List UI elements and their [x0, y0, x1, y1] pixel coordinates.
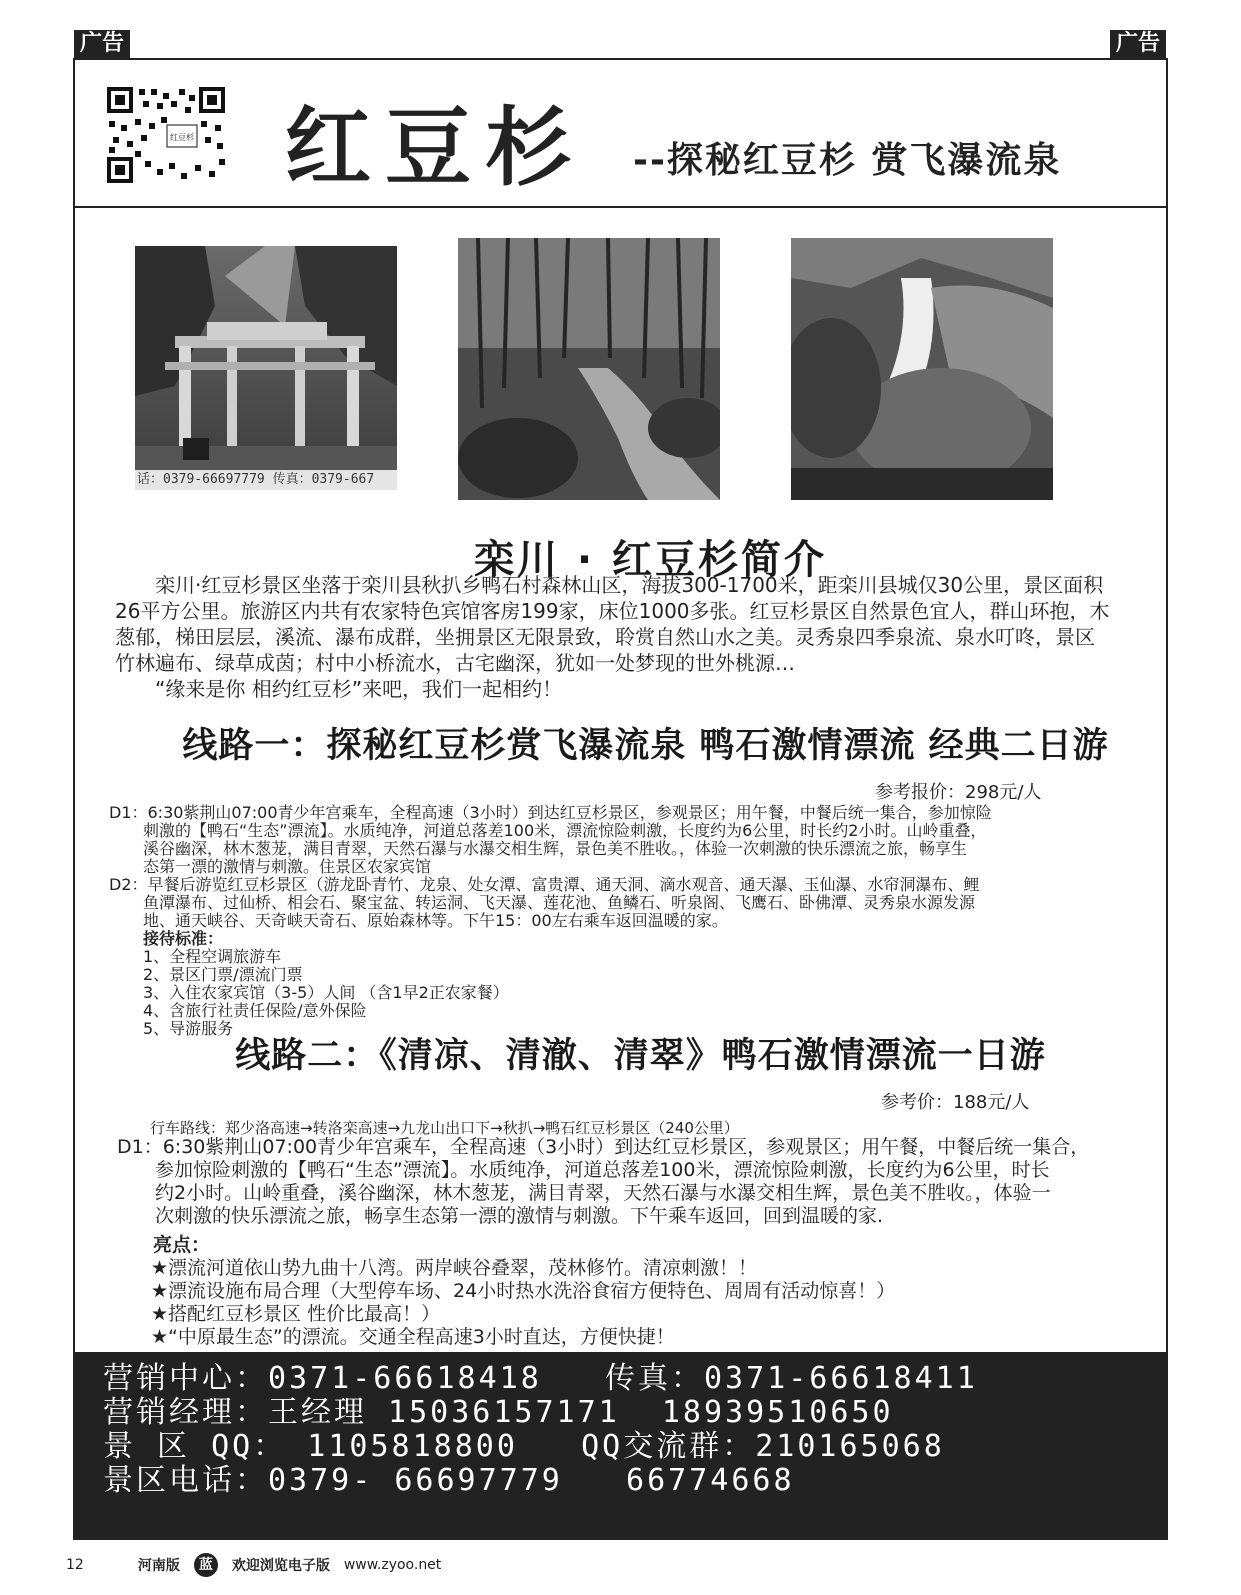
intro-line: 竹林遍布、绿草成茵；村中小桥流水，古宅幽深，犹如一处梦现的世外桃源…: [115, 651, 795, 675]
route1-title: 线路一：探秘红豆杉赏飞瀑流泉 鸭石激情漂流 经典二日游: [182, 726, 1109, 766]
intro-title: 栾川 · 红豆杉简介: [473, 537, 828, 583]
highlights-label: 亮点：: [153, 1234, 211, 1256]
photo-gate: [135, 246, 397, 490]
page-footer: [66, 1550, 441, 1580]
ad-tag-right: 广告: [1110, 30, 1166, 58]
qr-code[interactable]: [105, 85, 229, 185]
highlight-item: ★漂流设施布局合理（大型停车场、24小时热水洗浴食宿方便特色、周周有活动惊喜！）: [151, 1280, 896, 1302]
route2-d1-line: D1：6:30紫荆山07:00青少年宫乘车，全程高速（3小时）到达红豆杉景区，参观景区；用午餐，中餐后统一集合，: [117, 1136, 1090, 1158]
route1-d1-line: D1：6:30紫荆山07:00青少年宫乘车，全程高速（3小时）到达红豆杉景区，参观景区；用午餐，中餐后统一集合，参加惊险: [109, 803, 992, 822]
site-url-link[interactable]: www.zyoo.net: [343, 1557, 442, 1573]
contact-line-manager: 营销经理：王经理 15036157171 18939510650: [103, 1395, 894, 1430]
route1-itinerary: [109, 804, 1149, 1038]
standards-label: 接待标准：: [143, 929, 224, 948]
route1-d1-line: 态第一漂的激情与刺激。住景区农家宾馆: [143, 857, 432, 876]
contact-line-phone: 景区电话：0379- 66697779 66774668: [103, 1463, 795, 1498]
intro-line: “缘来是你 相约红豆杉”来吧，我们一起相约！: [115, 677, 563, 701]
publisher-logo-icon: 蓝: [194, 1553, 218, 1577]
route1-price: 参考报价：298元/人: [875, 782, 1042, 803]
contact-panel: [75, 1352, 1166, 1540]
page-number: 12: [66, 1557, 84, 1573]
route2-d1-line: 次刺激的快乐漂流之旅，畅享生态第一漂的激情与刺激。下午乘车返回，回到温暖的家.: [117, 1205, 884, 1227]
contact-line-marketing: 营销中心：0371-66618418 传真：0371-66618411: [103, 1361, 978, 1396]
route2-itinerary: [117, 1136, 1162, 1349]
route1-d1-line: 刺激的【鸭石“生态”漂流】。水质纯净，河道总落差100米，漂流惊险刺激，长度约为6公里，时长约2小时。山岭重叠，: [143, 821, 987, 840]
brand-slogan: --探秘红豆杉 赏飞瀑流泉: [633, 140, 1062, 181]
standard-item: 1、全程空调旅游车: [143, 947, 282, 966]
route1-d2-line: D2：早餐后游览红豆杉景区（游龙卧青竹、龙泉、处女潭、富贵潭、通天洞、滴水观音、通天瀑、玉仙瀑、水帘洞瀑布、鲤: [109, 875, 980, 894]
photo-bamboo-path: [458, 238, 720, 500]
ad-frame: [73, 58, 1168, 1540]
standard-item: 3、入住农家宾馆（3-5）人间 （含1早2正农家餐）: [143, 983, 509, 1002]
highlight-item: ★搭配红豆杉景区 性价比最高！）: [151, 1303, 441, 1325]
edition-label: 河南版: [137, 1558, 180, 1574]
route2-price: 参考价：188元/人: [881, 1092, 1030, 1113]
route1-d2-line: 鱼潭瀑布、过仙桥、相会石、聚宝盆、转运洞、飞天瀑、莲花池、鱼鳞石、听泉阁、飞鹰石、卧佛潭、灵秀泉水源发源: [143, 893, 976, 912]
photo-waterfall: [791, 238, 1053, 500]
standard-item: 2、景区门票/漂流门票: [143, 965, 303, 984]
intro-text: [115, 572, 1145, 702]
brand-title: 红豆杉: [285, 98, 585, 198]
qr-logo-text: 红豆杉: [170, 133, 194, 142]
welcome-text: 欢迎浏览电子版: [231, 1558, 330, 1574]
highlight-item: ★“中原最生态”的漂流。交通全程高速3小时直达，方便快捷！: [151, 1326, 675, 1348]
route1-d2-line: 地、通天峡谷、天奇峡天奇石、原始森林等。下午15：00左右乘车返回温暖的家。: [143, 911, 728, 930]
standard-item: 5、导游服务: [143, 1019, 234, 1038]
intro-line: 葱郁，梯田层层，溪流、瀑布成群，坐拥景区无限景致，聆赏自然山水之美。灵秀泉四季泉流、泉水叮咚，景区: [115, 625, 1095, 649]
route2-d1-line: 约2小时。山岭重叠，溪谷幽深，林木葱茏，满目青翠，天然石瀑与水瀑交相生辉，景色美不胜收。，体验一: [117, 1182, 1051, 1204]
ad-tag-left: 广告: [74, 30, 130, 58]
contact-line-qq: 景 区 QQ： 1105818800 QQ交流群：210165068: [103, 1429, 945, 1464]
header: [75, 60, 1166, 208]
route2-title: 线路二：《清凉、清澈、清翠》鸭石激情漂流一日游: [235, 1036, 1046, 1076]
route2-road: 行车路线：郑少洛高速→转洛栾高速→九龙山出口下→秋扒→鸭石红豆杉景区（240公里）: [150, 1119, 739, 1137]
intro-line: 栾川·红豆杉景区坐落于栾川县秋扒乡鸭石村森林山区，海拔300-1700米，距栾川县城仅30公里，景区面积: [115, 573, 1104, 597]
intro-line: 26平方公里。旅游区内共有农家特色宾馆客房199家，床位1000多张。红豆杉景区自然景色宜人，群山环抱，木: [115, 599, 1110, 623]
route1-d1-line: 溪谷幽深，林木葱茏，满目青翠，天然石瀑与水瀑交相生辉，景色美不胜收。，体验一次刺激的快乐漂流之旅，畅享生: [143, 839, 968, 858]
route2-d1-line: 参加惊险刺激的【鸭石“生态”漂流】。水质纯净，河道总落差100米，漂流惊险刺激，长度约为6公里，时长: [117, 1159, 1050, 1181]
photo-caption: 话：0379-66697779 传真：0379-667: [135, 470, 397, 490]
standard-item: 4、含旅行社责任保险/意外保险: [143, 1001, 367, 1020]
highlight-item: ★漂流河道依山势九曲十八湾。两岸峡谷叠翠，茂林修竹。清凉刺激！！: [151, 1257, 758, 1279]
